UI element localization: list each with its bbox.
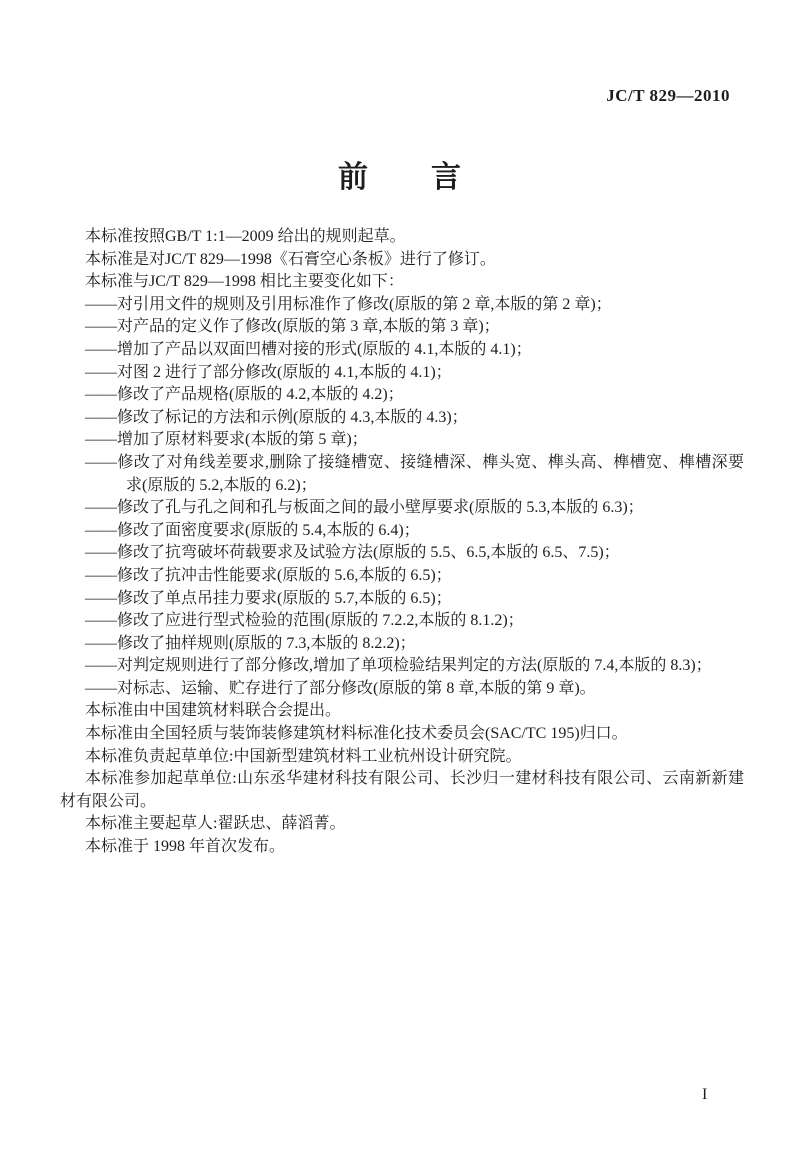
document-number: JC/T 829—2010 bbox=[606, 86, 730, 105]
change-list-item: ——修改了抗冲击性能要求(原版的 5.6,本版的 6.5)； bbox=[85, 566, 452, 584]
change-list-item: ——对图 2 进行了部分修改(原版的 4.1,本版的 4.1)； bbox=[85, 363, 452, 381]
page-number: I bbox=[702, 1086, 708, 1103]
change-list-item: ——修改了面密度要求(原版的 5.4,本版的 6.4)； bbox=[85, 521, 420, 539]
change-list-item: ——修改了单点吊挂力要求(原版的 5.7,本版的 6.5)； bbox=[85, 589, 452, 607]
change-list-item: ——增加了原材料要求(本版的第 5 章)； bbox=[85, 431, 368, 449]
change-list-item: ——修改了孔与孔之间和孔与板面之间的最小壁厚要求(原版的 5.3,本版的 6.3)； bbox=[85, 499, 644, 517]
foreword-closing-paragraph: 本标准参加起草单位:山东丞华建材科技有限公司、长沙归一建材科技有限公司、云南新新建材有限公司。 bbox=[60, 770, 744, 810]
change-list-item: ——对判定规则进行了部分修改,增加了单项检验结果判定的方法(原版的 7.4,本版的 8.3)； bbox=[85, 657, 712, 675]
foreword-closing-paragraph: 本标准于 1998 年首次发布。 bbox=[85, 838, 286, 856]
change-list-item: ——修改了产品规格(原版的 4.2,本版的 4.2)； bbox=[85, 386, 404, 404]
change-list-item: ——修改了应进行型式检验的范围(原版的 7.2.2,本版的 8.1.2)； bbox=[85, 612, 524, 630]
change-list-item: ——修改了标记的方法和示例(原版的 4.3,本版的 4.3)； bbox=[85, 408, 468, 426]
foreword-intro-paragraph: 本标准按照GB/T 1:1—2009 给出的规则起草。 bbox=[85, 228, 406, 245]
change-list-item: ——对引用文件的规则及引用标准作了修改(原版的第 2 章,本版的第 2 章)； bbox=[85, 295, 612, 313]
foreword-closing-paragraph: 本标准由全国轻质与装饰装修建筑材料标准化技术委员会(SAC/TC 195)归口。 bbox=[85, 725, 628, 743]
foreword-closing-paragraph: 本标准负责起草单位:中国新型建筑材料工业杭州设计研究院。 bbox=[85, 747, 522, 765]
change-list-item: ——对产品的定义作了修改(原版的第 3 章,本版的第 3 章)； bbox=[85, 318, 500, 336]
change-list-item: ——修改了抽样规则(原版的 7.3,本版的 8.2.2)； bbox=[85, 634, 416, 652]
foreword-closing-paragraph: 本标准由中国建筑材料联合会提出。 bbox=[85, 702, 342, 720]
change-list-item: ——修改了对角线差要求,删除了接缝槽宽、接缝槽深、榫头宽、榫头高、榫槽宽、榫槽深要求(原版的 5.2,本版的 6.2)； bbox=[85, 453, 744, 494]
change-list-item: ——修改了抗弯破坏荷载要求及试验方法(原版的 5.5、6.5,本版的 6.5、7.5)； bbox=[85, 544, 620, 562]
change-list-item: ——对标志、运输、贮存进行了部分修改(原版的第 8 章,本版的第 9 章)。 bbox=[85, 679, 596, 697]
change-list-item: ——增加了产品以双面凹槽对接的形式(原版的 4.1,本版的 4.1)； bbox=[85, 340, 532, 358]
foreword-closing-paragraph: 本标准主要起草人:翟跃忠、薛滔菁。 bbox=[85, 815, 346, 833]
foreword-intro-paragraph: 本标准与JC/T 829—1998 相比主要变化如下： bbox=[85, 273, 404, 291]
foreword-body bbox=[60, 226, 744, 859]
page-title: 前 言 bbox=[338, 161, 462, 194]
foreword-intro-paragraph: 本标准是对JC/T 829—1998《石膏空心条板》进行了修订。 bbox=[85, 250, 496, 268]
